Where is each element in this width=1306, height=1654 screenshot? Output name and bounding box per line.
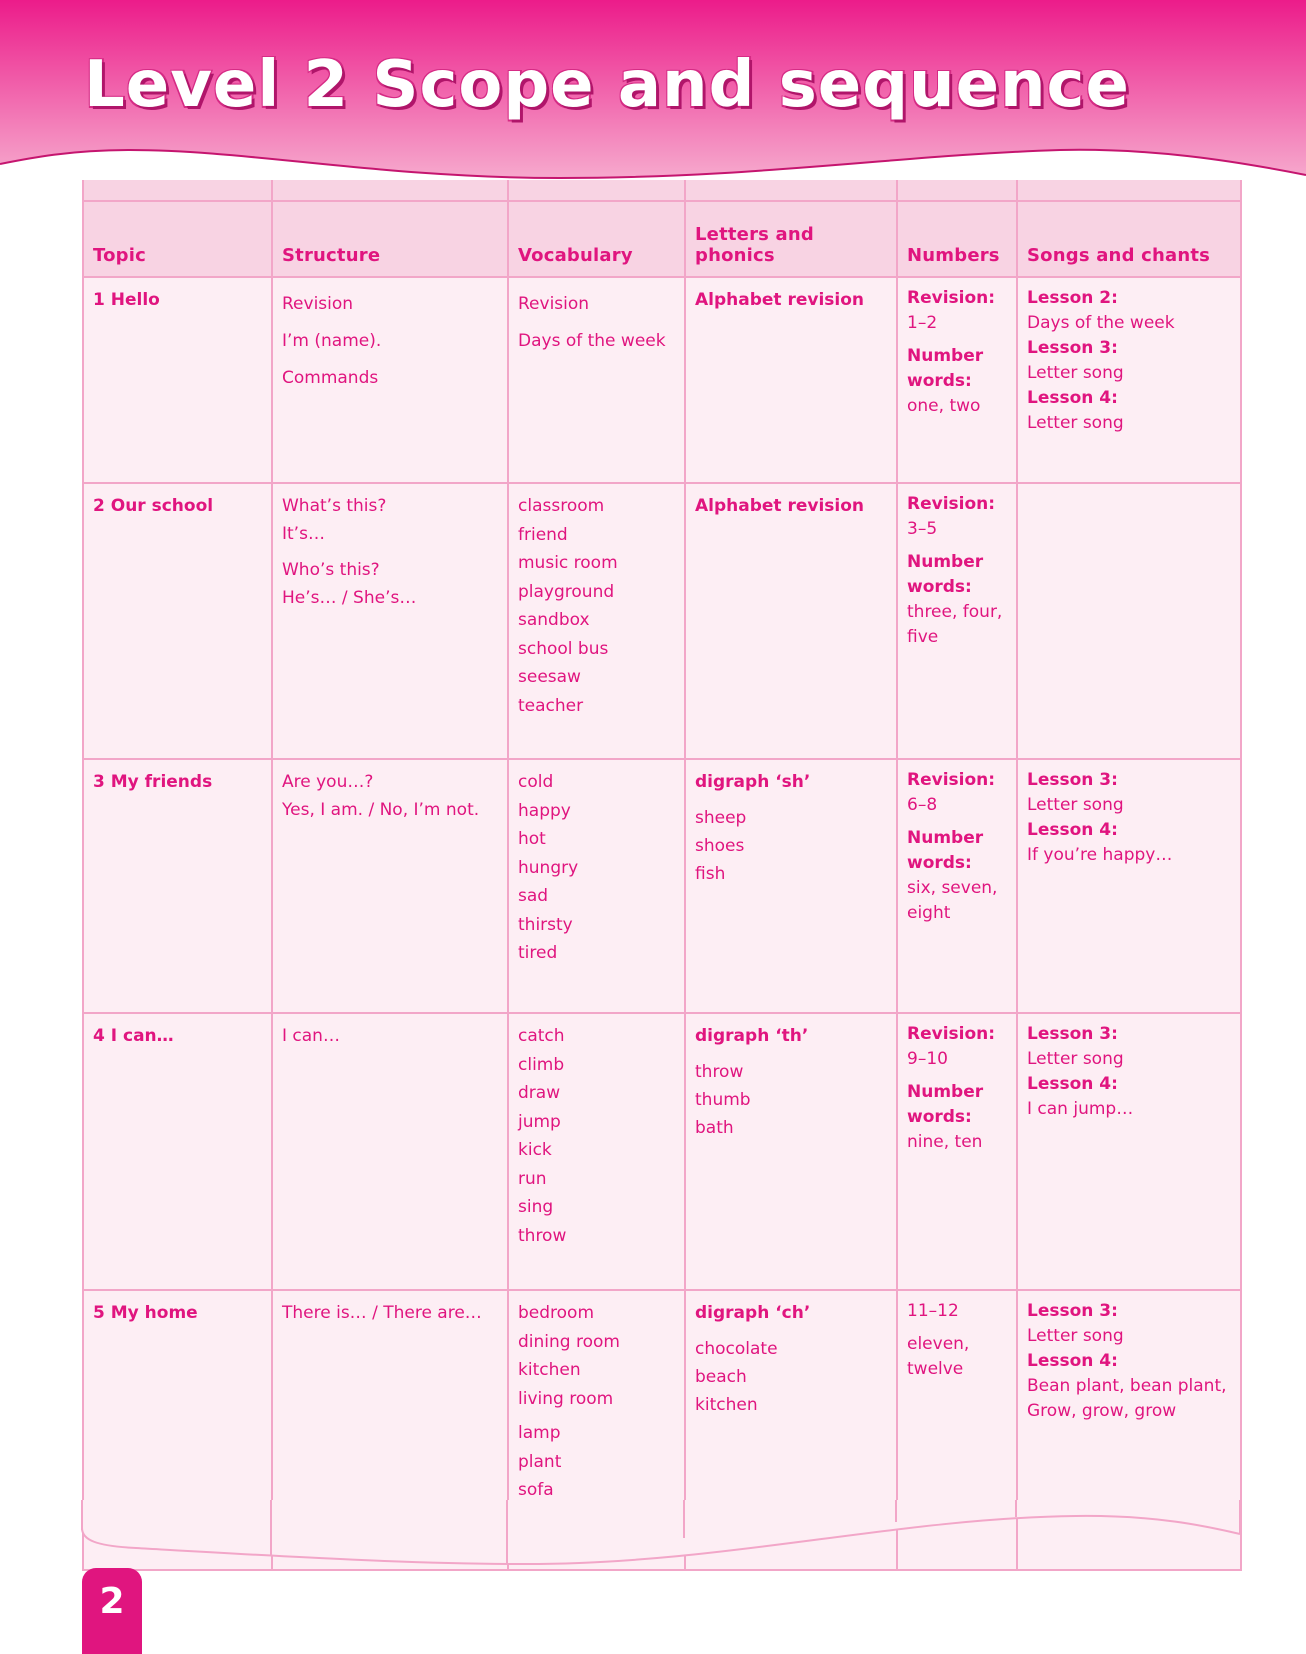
vocabulary-item: kitchen — [518, 1360, 581, 1380]
phonics-word: sheep — [695, 808, 747, 828]
vocabulary-item: music room — [518, 553, 618, 573]
phonics-cell — [685, 759, 897, 1013]
vocabulary-item: kick — [518, 1140, 552, 1160]
column-header-phonics: Letters and phonics — [685, 201, 897, 277]
table-row — [83, 277, 1241, 483]
structure-item: Commands — [282, 368, 379, 388]
phonics-title: Alphabet revision — [695, 290, 865, 310]
numbers-words-label: Number — [907, 828, 984, 848]
vocabulary-cell — [508, 483, 685, 759]
song-lesson: Lesson 4: — [1027, 1074, 1118, 1094]
song-title: I can jump… — [1027, 1099, 1134, 1119]
column-header-numbers: Numbers — [897, 201, 1017, 277]
song-lesson: Lesson 3: — [1027, 1024, 1118, 1044]
vocabulary-item: dining room — [518, 1331, 620, 1352]
phonics-cell — [685, 1013, 897, 1290]
vocabulary-item: sing — [518, 1197, 554, 1217]
songs-cell — [1017, 277, 1241, 483]
column-header-structure: Structure — [272, 201, 508, 277]
structure-cell — [272, 759, 508, 1013]
vocabulary-item: Revision — [518, 294, 590, 314]
structure-item: What’s this? — [282, 496, 387, 516]
scope-sequence-table — [82, 180, 1242, 1571]
phonics-word: beach — [695, 1367, 747, 1387]
vocabulary-item: classroom — [518, 496, 605, 516]
songs-cell — [1017, 483, 1241, 759]
numbers-words-label: words: — [907, 371, 972, 391]
vocabulary-item: climb — [518, 1054, 565, 1075]
vocabulary-item: sofa — [518, 1480, 554, 1500]
header-cap-row — [83, 180, 1241, 201]
numbers-cell — [897, 1013, 1017, 1290]
song-lesson: Lesson 4: — [1027, 820, 1118, 840]
vocabulary-item: hungry — [518, 857, 579, 878]
phonics-word: chocolate — [695, 1339, 778, 1359]
vocabulary-item: bedroom — [518, 1303, 595, 1323]
numbers-revision-value: 1–2 — [907, 313, 938, 333]
songs-cell — [1017, 1013, 1241, 1290]
vocabulary-item: jump — [518, 1111, 561, 1132]
structure-cell — [272, 1013, 508, 1290]
vocabulary-item: playground — [518, 581, 615, 602]
vocabulary-item: happy — [518, 800, 571, 821]
header-row — [83, 201, 1241, 277]
song-title: Letter song — [1027, 795, 1124, 815]
structure-item: Revision — [282, 294, 354, 314]
structure-item: I’m (name). — [282, 331, 382, 351]
vocabulary-item: sad — [518, 886, 549, 906]
numbers-revision-label: Revision: — [907, 1024, 996, 1044]
song-lesson: Lesson 3: — [1027, 1301, 1118, 1321]
phonics-title: digraph ‘th’ — [695, 1026, 809, 1046]
table-row — [83, 1013, 1241, 1290]
phonics-word: throw — [695, 1062, 744, 1082]
numbers-revision-label: Revision: — [907, 288, 996, 308]
numbers-words: six, seven, eight — [907, 878, 998, 923]
topic-label: 1 Hello — [93, 290, 160, 310]
phonics-title: digraph ‘ch’ — [695, 1303, 811, 1323]
vocabulary-item: lamp — [518, 1423, 561, 1443]
vocabulary-item: school bus — [518, 638, 609, 659]
song-title: If you’re happy… — [1027, 845, 1173, 865]
vocabulary-item: cold — [518, 772, 554, 792]
song-lesson: Lesson 2: — [1027, 288, 1118, 308]
numbers-words-label: Number — [907, 346, 984, 366]
numbers-words-label: words: — [907, 1107, 972, 1127]
vocabulary-item: throw — [518, 1225, 567, 1246]
vocabulary-item: draw — [518, 1083, 561, 1103]
table-bottom-wave — [76, 1500, 1246, 1570]
song-lesson: Lesson 3: — [1027, 770, 1118, 790]
phonics-word: bath — [695, 1118, 734, 1138]
numbers-words: nine, ten — [907, 1132, 983, 1152]
vocabulary-item: Days of the week — [518, 331, 666, 351]
vocabulary-item: thirsty — [518, 914, 573, 935]
vocabulary-cell — [508, 759, 685, 1013]
numbers-words-label: Number — [907, 552, 984, 572]
vocabulary-item: friend — [518, 524, 568, 545]
numbers-words: eleven, twelve — [907, 1334, 970, 1379]
song-title: Letter song — [1027, 1049, 1124, 1069]
structure-item: It’s… — [282, 524, 325, 544]
topic-cell — [83, 277, 272, 483]
phonics-word: fish — [695, 864, 726, 884]
songs-cell — [1017, 759, 1241, 1013]
structure-cell — [272, 483, 508, 759]
column-header-songs: Songs and chants — [1017, 201, 1241, 277]
phonics-word: thumb — [695, 1090, 751, 1110]
topic-label: 4 I can… — [93, 1026, 174, 1046]
column-header-topic: Topic — [83, 201, 272, 277]
structure-item: He’s… / She’s… — [282, 588, 417, 608]
structure-item: Who’s this? — [282, 560, 380, 580]
table-row — [83, 483, 1241, 759]
page-title: Level 2 Scope and sequence — [84, 48, 1130, 122]
vocabulary-item: hot — [518, 829, 546, 849]
phonics-cell — [685, 483, 897, 759]
table-row — [83, 759, 1241, 1013]
vocabulary-cell — [508, 1013, 685, 1290]
structure-item: I can… — [282, 1026, 340, 1046]
numbers-revision-value: 3–5 — [907, 519, 938, 539]
numbers-cell — [897, 277, 1017, 483]
numbers-revision-label: Revision: — [907, 494, 996, 514]
topic-label: 2 Our school — [93, 496, 214, 516]
numbers-words: one, two — [907, 396, 981, 416]
song-title: Bean plant, bean plant, Grow, grow, grow — [1027, 1376, 1227, 1421]
numbers-words-label: Number — [907, 1082, 984, 1102]
song-lesson: Lesson 3: — [1027, 338, 1118, 358]
phonics-title: Alphabet revision — [695, 496, 865, 516]
song-title: Letter song — [1027, 413, 1124, 433]
header-banner — [0, 0, 1306, 200]
song-title: Letter song — [1027, 1326, 1124, 1346]
phonics-word: shoes — [695, 836, 745, 856]
structure-item: There is… / There are… — [282, 1303, 482, 1323]
numbers-words-label: words: — [907, 577, 972, 597]
vocabulary-item: living room — [518, 1388, 614, 1409]
vocabulary-item: sandbox — [518, 610, 590, 630]
numbers-revision-label: Revision: — [907, 770, 996, 790]
phonics-title: digraph ‘sh’ — [695, 772, 811, 792]
vocabulary-cell — [508, 277, 685, 483]
structure-item: Yes, I am. / No, I’m not. — [282, 800, 480, 820]
vocabulary-item: run — [518, 1168, 547, 1189]
phonics-word: kitchen — [695, 1395, 758, 1415]
structure-cell — [272, 277, 508, 483]
song-lesson: Lesson 4: — [1027, 388, 1118, 408]
vocabulary-item: teacher — [518, 695, 584, 716]
vocabulary-item: seesaw — [518, 667, 581, 687]
topic-cell — [83, 483, 272, 759]
numbers-words: three, four, five — [907, 602, 1003, 647]
vocabulary-item: tired — [518, 943, 558, 963]
vocabulary-item: catch — [518, 1026, 565, 1046]
vocabulary-item: plant — [518, 1451, 562, 1472]
scope-sequence-table-wrap — [82, 180, 1240, 1571]
column-header-vocabulary: Vocabulary — [508, 201, 685, 277]
numbers-value: 11–12 — [907, 1301, 959, 1321]
structure-item: Are you…? — [282, 772, 374, 792]
numbers-cell — [897, 759, 1017, 1013]
topic-cell — [83, 759, 272, 1013]
page-number: 2 — [82, 1568, 142, 1654]
song-title: Days of the week — [1027, 313, 1175, 333]
numbers-cell — [897, 483, 1017, 759]
phonics-cell — [685, 277, 897, 483]
topic-label: 3 My friends — [93, 772, 213, 792]
topic-cell — [83, 1013, 272, 1290]
song-lesson: Lesson 4: — [1027, 1351, 1118, 1371]
numbers-revision-value: 9–10 — [907, 1049, 948, 1069]
topic-label: 5 My home — [93, 1303, 198, 1323]
numbers-revision-value: 6–8 — [907, 795, 938, 815]
numbers-words-label: words: — [907, 853, 972, 873]
song-title: Letter song — [1027, 363, 1124, 383]
